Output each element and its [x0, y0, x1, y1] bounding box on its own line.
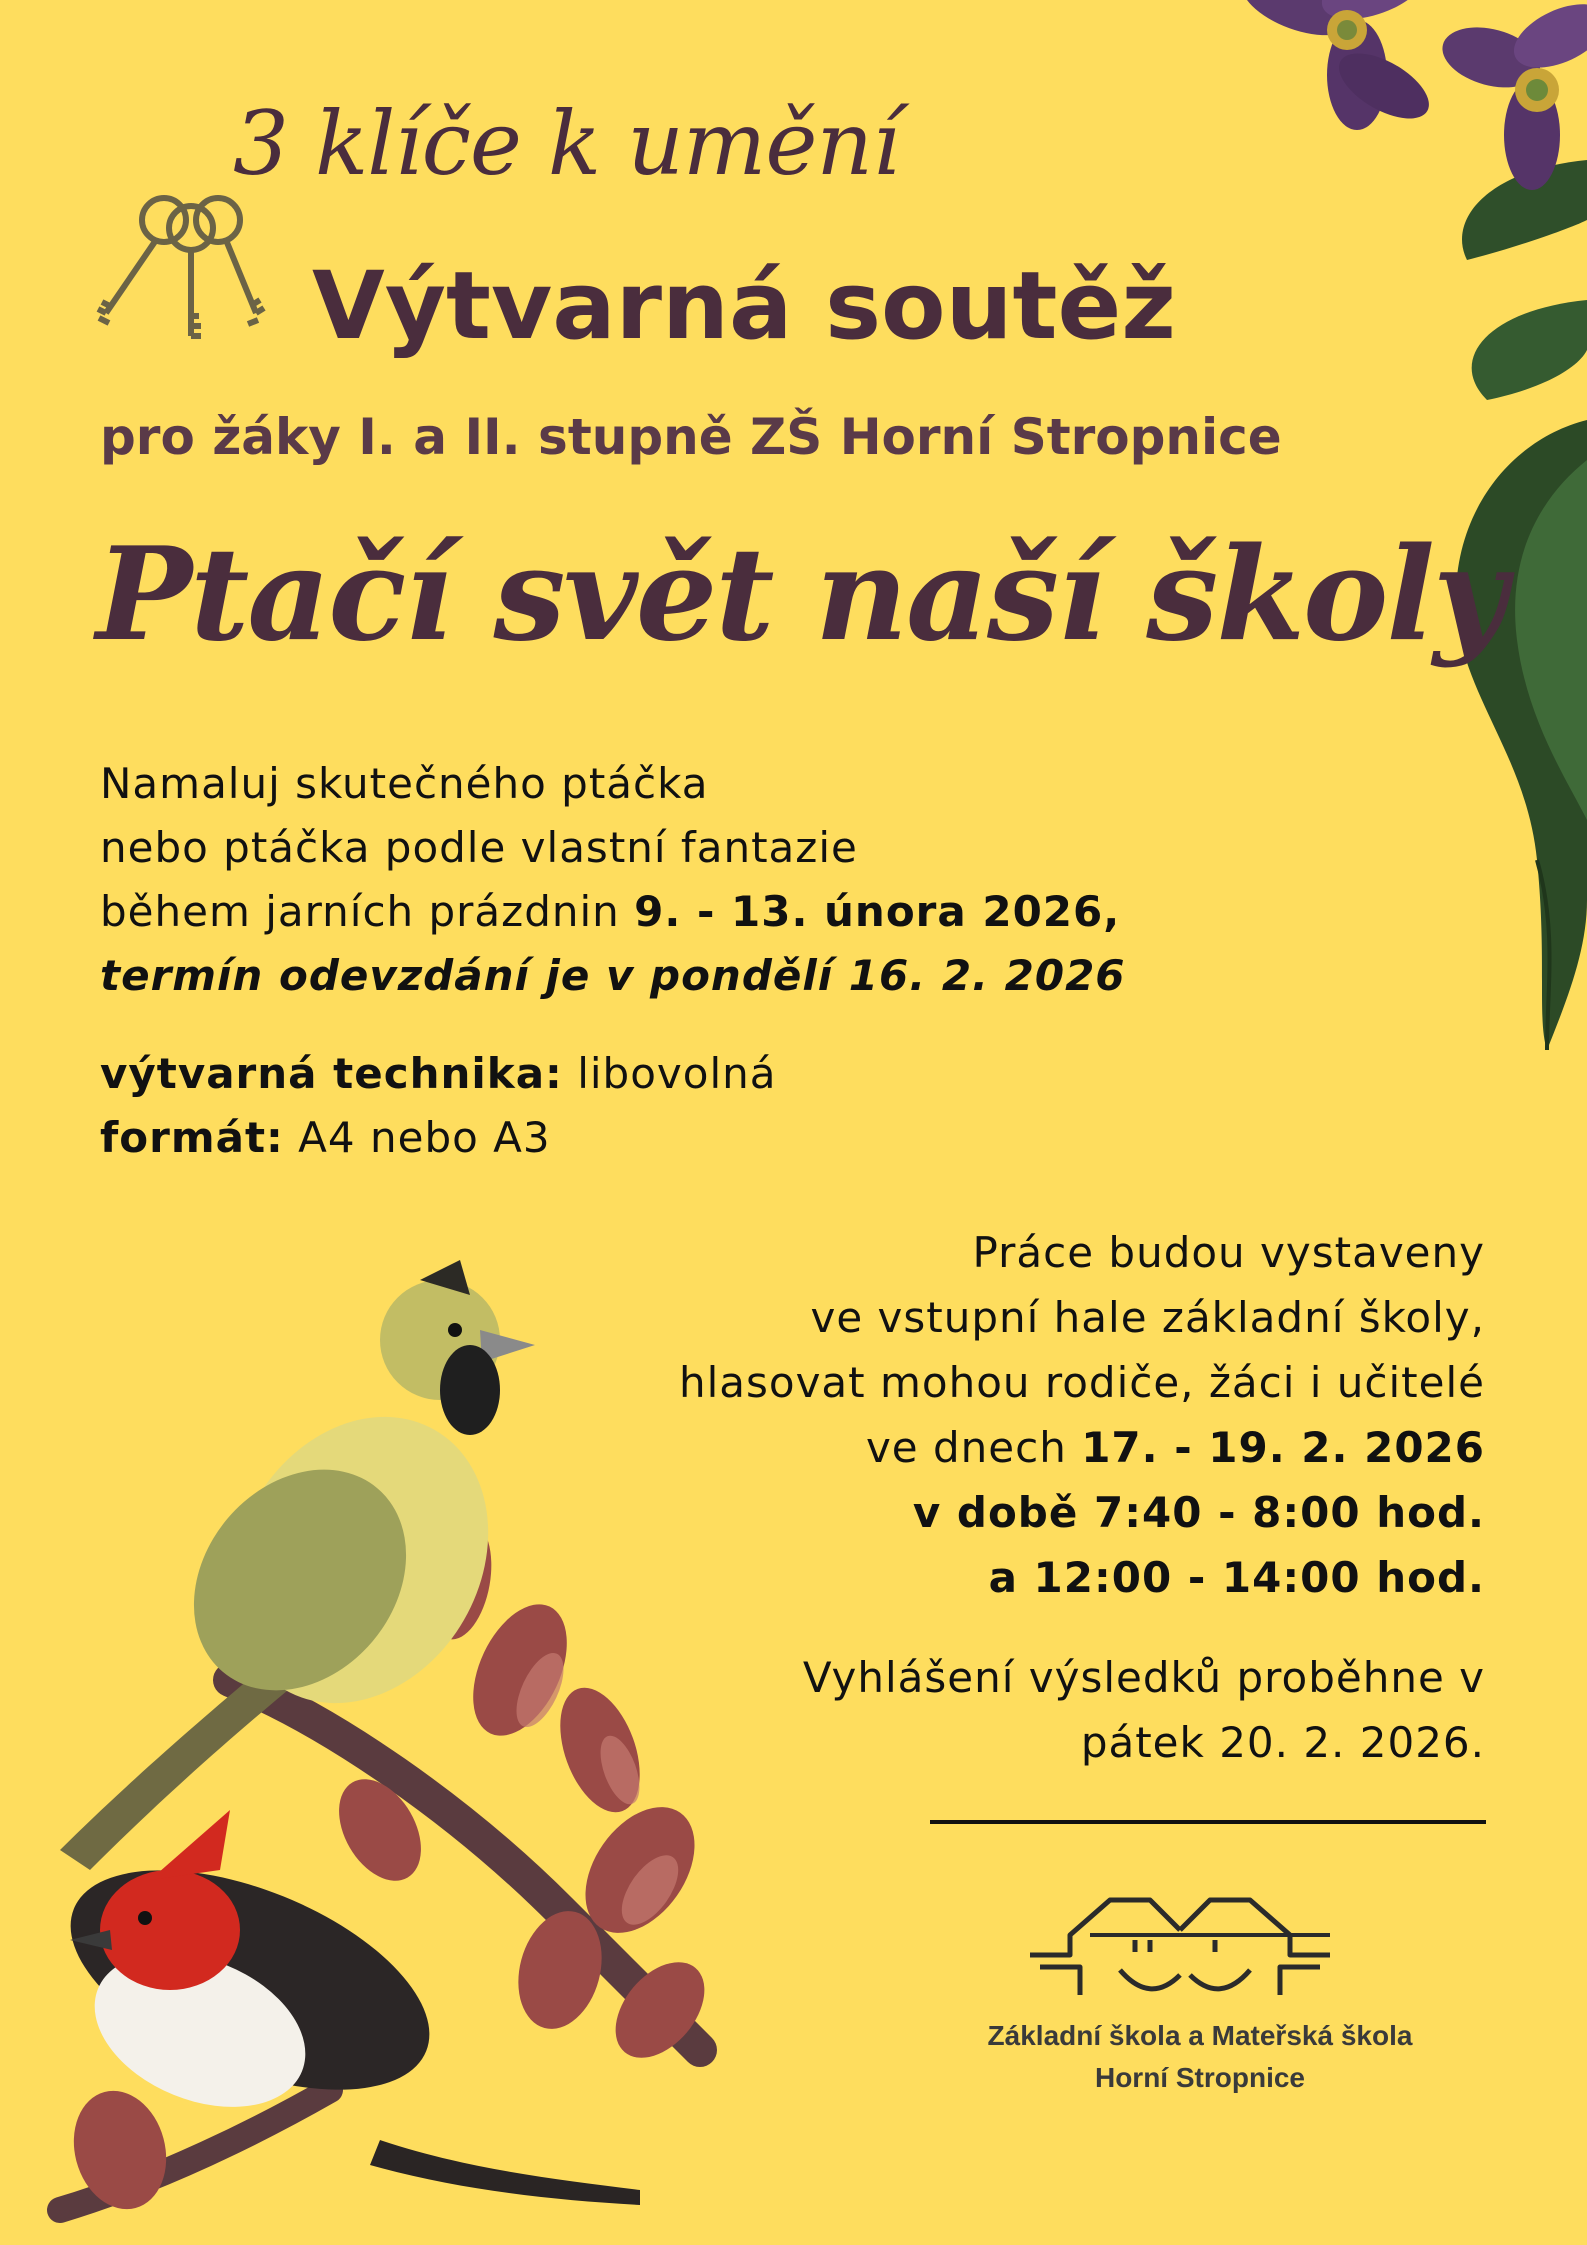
- voting-dates: 17. - 19. 2. 2026: [1081, 1423, 1485, 1472]
- intro-line-1: Namaluj skutečného ptáčka: [100, 759, 709, 808]
- intro-line-3-prefix: během jarních prázdnin: [100, 887, 635, 936]
- holiday-dates: 9. - 13. února 2026,: [634, 887, 1121, 936]
- divider: [930, 1820, 1486, 1824]
- format-value: A4 nebo A3: [283, 1113, 551, 1162]
- exhibition-line-3: hlasovat mohou rodiče, žáci i učitelé: [678, 1358, 1485, 1407]
- school-name: [940, 2015, 1460, 2099]
- intro-line-3: [100, 880, 1126, 944]
- submission-deadline: termín odevzdání je v pondělí 16. 2. 2026: [100, 951, 1126, 1000]
- keys-icon: [96, 178, 266, 348]
- audience-subtitle: pro žáky I. a II. stupně ZŠ Horní Stropnice: [100, 408, 1282, 466]
- school-name-line-2: Horní Stropnice: [1094, 2062, 1305, 2093]
- series-title: 3 klíče k umění: [233, 92, 900, 195]
- format-row: [100, 1106, 776, 1170]
- results-line-1: Vyhlášení výsledků proběhne v: [802, 1653, 1485, 1702]
- exhibition-info: [679, 1220, 1485, 1610]
- technique-row: [100, 1042, 776, 1106]
- technique-value: libovolná: [562, 1049, 777, 1098]
- voting-time-afternoon: a 12:00 - 14:00 hod.: [988, 1553, 1485, 1602]
- birds-illustration: [0, 1250, 740, 2245]
- technique-label: výtvarná technika:: [100, 1049, 563, 1098]
- intro-text: [100, 752, 1126, 1008]
- main-title: Ptačí svět naší školy: [96, 520, 1506, 670]
- results-announcement: [803, 1645, 1485, 1775]
- exhibition-line-2: ve vstupní hale základní školy,: [810, 1293, 1485, 1342]
- exhibition-line-1: Práce budou vystaveny: [972, 1228, 1485, 1277]
- voting-time-morning: v době 7:40 - 8:00 hod.: [912, 1488, 1485, 1537]
- contest-title: Výtvarná soutěž: [312, 252, 1176, 361]
- school-logo-icon: [1030, 1895, 1370, 2005]
- format-label: formát:: [100, 1113, 284, 1162]
- intro-line-2: nebo ptáčka podle vlastní fantazie: [100, 823, 858, 872]
- school-name-line-1: Základní škola a Mateřská škola: [987, 2020, 1413, 2051]
- specs: [100, 1042, 776, 1170]
- exhibition-line-4: [679, 1415, 1485, 1480]
- results-line-2: pátek 20. 2. 2026.: [1080, 1718, 1485, 1767]
- exhibition-line-4-prefix: ve dnech: [865, 1423, 1082, 1472]
